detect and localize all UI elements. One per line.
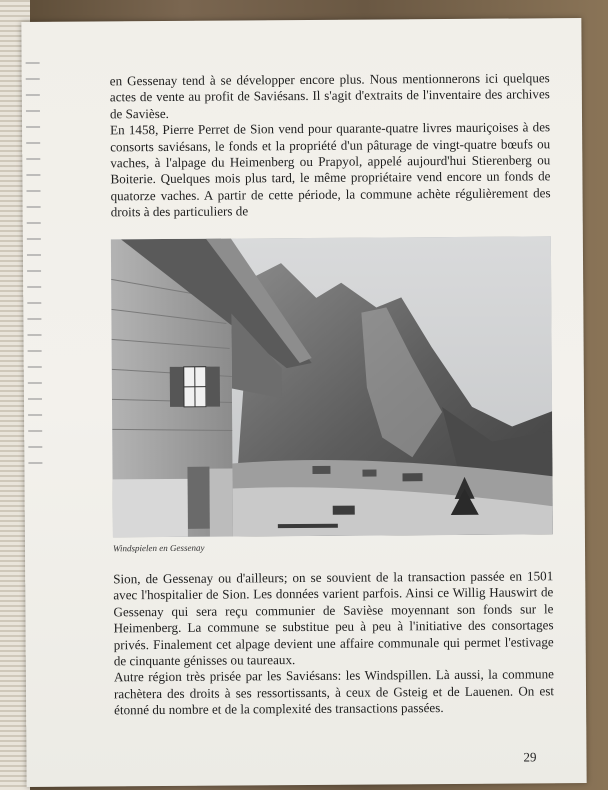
body-text-top [110, 70, 551, 221]
page-binding-shadow [26, 52, 43, 472]
photo-illustration [111, 236, 553, 537]
paragraph: En 1458, Pierre Perret de Sion vend pour quarante-quatre livres mauriçoises à des consorts saviésans, le fonds et la propriété d'un pâturage de vingt-quatre bœufs ou vaches, à l'alpage du Heimenberg ou Prapyol, appelé aujourd'hui Stierenberg ou Boiterie. Quelques mois plus tard, le même propriétaire vend encore un fonds de quatorze vaches. A partir de cette période, la commune achète régulièrement des droits à des particuliers de [110, 119, 551, 220]
paragraph: Autre région très prisée par les Saviésans: les Windspillen. Là aussi, la commune rachètera des droits à ses ressortissants, à ceux de Gsteig et de Lauenen. On est étonné du nombre et de la complexité des transactions passées. [113, 666, 555, 718]
paragraph: Sion, de Gessenay ou d'ailleurs; on se souvient de la transaction passée en 1501 avec l'hospitalier de Sion. Les données varient parfois. Ainsi ce Willig Hauswirt de Gessenay qui sera reçu communier de Savièse moyennant son fonds sur le Heimenberg. La commune se substitue peu à peu à l'initiative des consortages privés. Finalement cet alpage devient une affaire communale qui permet l'estivage de cinquante génisses ou taureaux. [113, 568, 554, 669]
photo-caption: Windspielen en Gessenay [112, 542, 205, 554]
paragraph: en Gessenay tend à se développer encore plus. Nous mentionnerons ici quelques actes de vente au profit de Saviésans. Il s'agit d'extraits de l'inventaire des archives de Savièse. [109, 70, 550, 122]
page-number: 29 [523, 749, 537, 765]
body-text-bottom [113, 568, 554, 719]
book-page [21, 18, 586, 787]
mountain-chalet-photo [111, 236, 553, 537]
